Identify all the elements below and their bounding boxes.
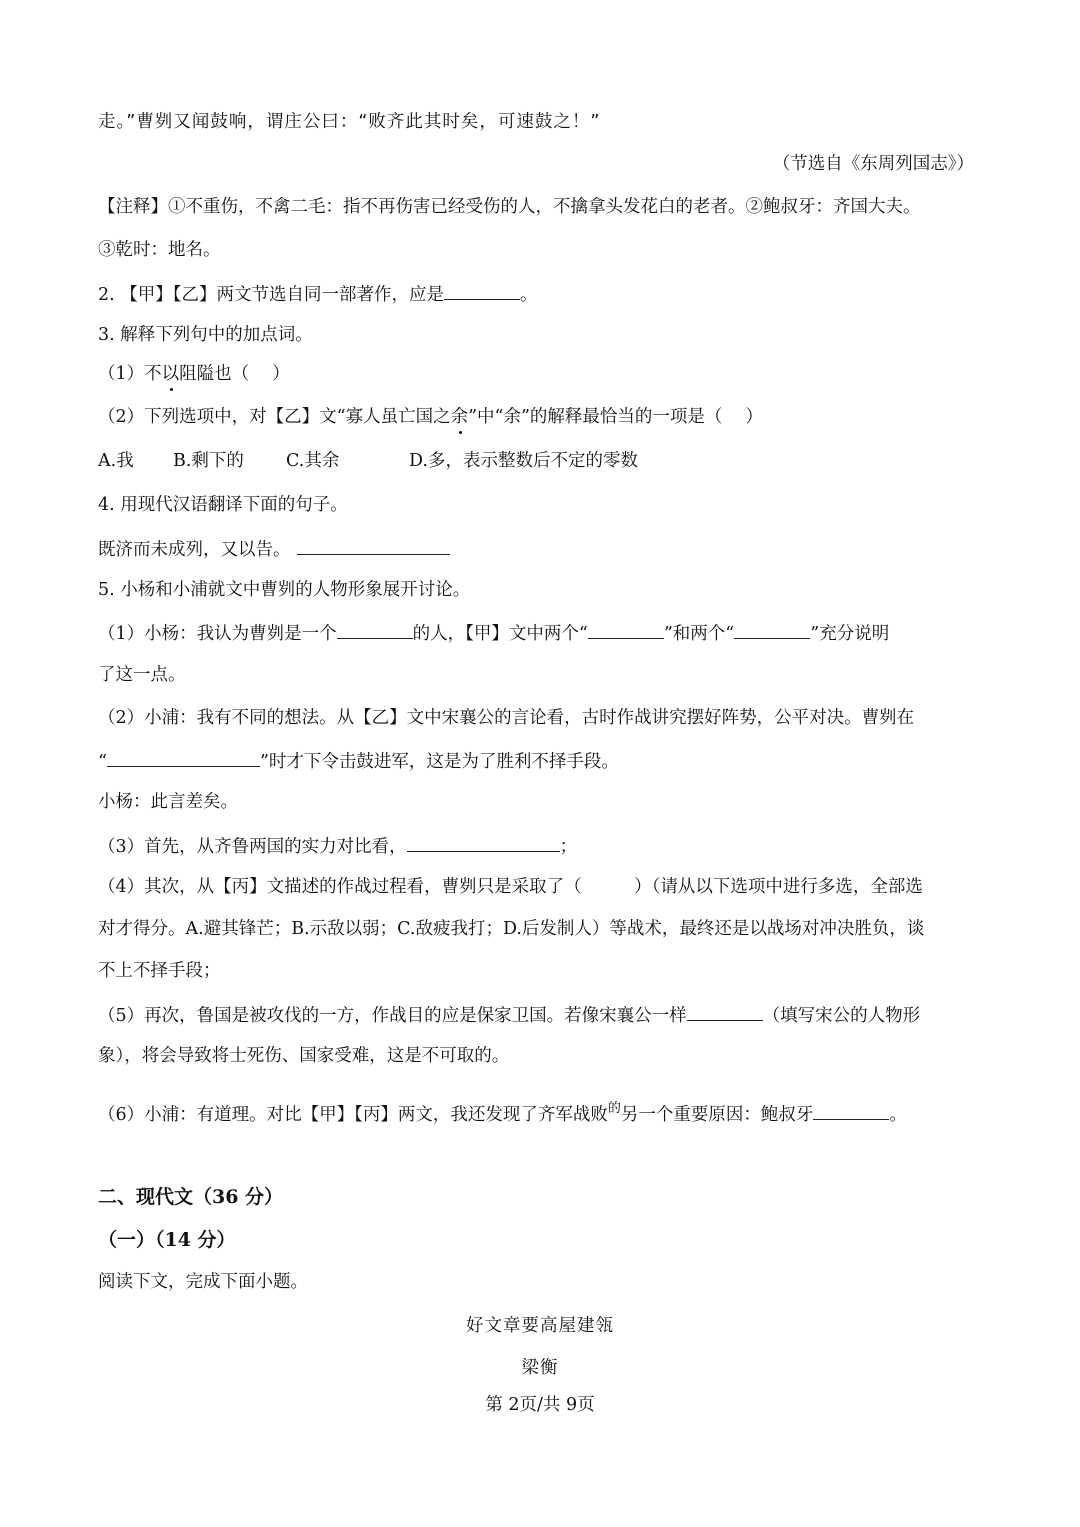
q5-1-text: 的人，【甲】文中两个“ bbox=[412, 624, 588, 644]
option-a: A.我 bbox=[98, 451, 134, 471]
q5-3-text: （3）首先，从齐鲁两国的实力对比看， bbox=[98, 837, 407, 857]
q5-6-sup: 的 bbox=[607, 1101, 621, 1116]
question-3: 3. 解释下列句中的加点词。 bbox=[98, 325, 313, 345]
answer-blank[interactable] bbox=[687, 1002, 763, 1021]
q5-2-text: ”时才下令击鼓进军，这是为了胜利不择手段。 bbox=[259, 752, 619, 772]
q5-1-text: ”和两个“ bbox=[663, 624, 735, 644]
question-5-4: （4）其次，从【丙】文描述的作战过程看，曹刿只是采取了（ ）（请从以下选项中进行多选，全部选 bbox=[98, 877, 923, 897]
section-heading: 二、现代文（36 分） bbox=[98, 1186, 284, 1208]
option-b: B.剩下的 bbox=[173, 451, 244, 471]
option-d: D.多，表示整数后不定的零数 bbox=[409, 451, 638, 471]
question-3-2 bbox=[98, 405, 763, 429]
dotted-word: 余 bbox=[450, 407, 469, 427]
answer-blank[interactable] bbox=[107, 748, 260, 767]
question-4: 4. 用现代汉语翻译下面的句子。 bbox=[98, 495, 348, 515]
question-5-4-cont: 不上不择手段； bbox=[98, 961, 221, 981]
answer-blank[interactable] bbox=[813, 1101, 889, 1120]
answer-blank[interactable] bbox=[444, 281, 520, 300]
options bbox=[98, 449, 638, 473]
q5-5-text: （填写宋公的人物形 bbox=[762, 1006, 921, 1026]
q3-1-text: （1）不 bbox=[98, 364, 162, 384]
answer-blank[interactable] bbox=[734, 620, 810, 639]
q5-5-text: （5）再次，鲁国是被攻伐的一方，作战目的应是保家卫国。若像宋襄公一样 bbox=[98, 1006, 687, 1026]
answer-blank[interactable] bbox=[297, 536, 450, 555]
q5-6-text: 另一个重要原因：鲍叔牙 bbox=[620, 1105, 814, 1125]
instruction: 阅读下文，完成下面小题。 bbox=[98, 1272, 308, 1292]
question-5-6 bbox=[98, 1097, 907, 1127]
q5-3-text: ； bbox=[559, 837, 578, 857]
question-5-3 bbox=[98, 833, 577, 859]
q5-6-text: 。 bbox=[889, 1105, 907, 1125]
question-5-1-cont: 了这一点。 bbox=[98, 665, 186, 685]
dotted-word: 以 bbox=[161, 364, 180, 384]
annotation-line: 【注释】①不重伤，不禽二毛：指不再伤害已经受伤的人，不擒拿头发花白的老者。②鲍叔牙：齐国大夫。 bbox=[98, 197, 921, 217]
passage-line: 走。”曹刿又闻鼓响，谓庄公曰：“败齐此其时矣，可速鼓之！” bbox=[98, 112, 601, 132]
q3-2-text: （2）下列选项中，对【乙】文“寡人虽亡国之 bbox=[98, 407, 451, 427]
q5-1-text: （1）小杨：我认为曹刿是一个 bbox=[98, 624, 337, 644]
article-author: 梁衡 bbox=[521, 1358, 559, 1378]
q5-6-text: （6）小浦：有道理。对比【甲】【丙】两文，我还发现了齐军战败 bbox=[98, 1105, 608, 1125]
question-4-sentence bbox=[98, 536, 450, 562]
question-2 bbox=[98, 281, 538, 307]
annotation-line: ③乾时：地名。 bbox=[98, 240, 221, 260]
answer-blank[interactable] bbox=[407, 833, 560, 852]
q5-1-text: ”充分说明 bbox=[810, 624, 890, 644]
subsection-heading: （一）（14 分） bbox=[98, 1229, 236, 1251]
question-5: 5. 小杨和小浦就文中曹刿的人物形象展开讨论。 bbox=[98, 580, 471, 600]
page-footer: 第 2页/共 9页 bbox=[485, 1395, 595, 1415]
question-5-5 bbox=[98, 1002, 920, 1028]
article-title: 好文章要高屋建瓴 bbox=[466, 1316, 614, 1336]
q3-1-text: 阻隘也（ ） bbox=[179, 364, 290, 384]
dialogue-line: 小杨：此言差矣。 bbox=[98, 792, 238, 812]
question-3-1 bbox=[98, 362, 290, 386]
q5-2-text: “ bbox=[98, 752, 107, 772]
q4-sentence: 既济而未成列，又以告。 bbox=[98, 540, 291, 560]
question-5-2-cont bbox=[98, 748, 619, 774]
q2-end: 。 bbox=[520, 285, 538, 305]
question-5-4-cont: 对才得分。A.避其锋芒；B.示敌以弱；C.敌疲我打；D.后发制人）等战术，最终还是以战场对冲决胜负，谈 bbox=[98, 919, 925, 939]
q2-text: 2. 【甲】【乙】两文节选自同一部著作，应是 bbox=[98, 285, 445, 305]
question-5-2: （2）小浦：我有不同的想法。从【乙】文中宋襄公的言论看，古时作战讲究摆好阵势，公平对决。曹刿在 bbox=[98, 708, 915, 728]
answer-blank[interactable] bbox=[588, 620, 664, 639]
answer-blank[interactable] bbox=[337, 620, 413, 639]
source-citation: （节选自《东周列国志》） bbox=[772, 154, 974, 174]
q3-2-text: ”中“余”的解释最恰当的一项是（ ） bbox=[468, 407, 763, 427]
question-5-5-cont: 象），将会导致将士死伤、国家受难，这是不可取的。 bbox=[98, 1046, 510, 1066]
question-5-1 bbox=[98, 620, 889, 646]
option-c: C.其余 bbox=[286, 451, 340, 471]
